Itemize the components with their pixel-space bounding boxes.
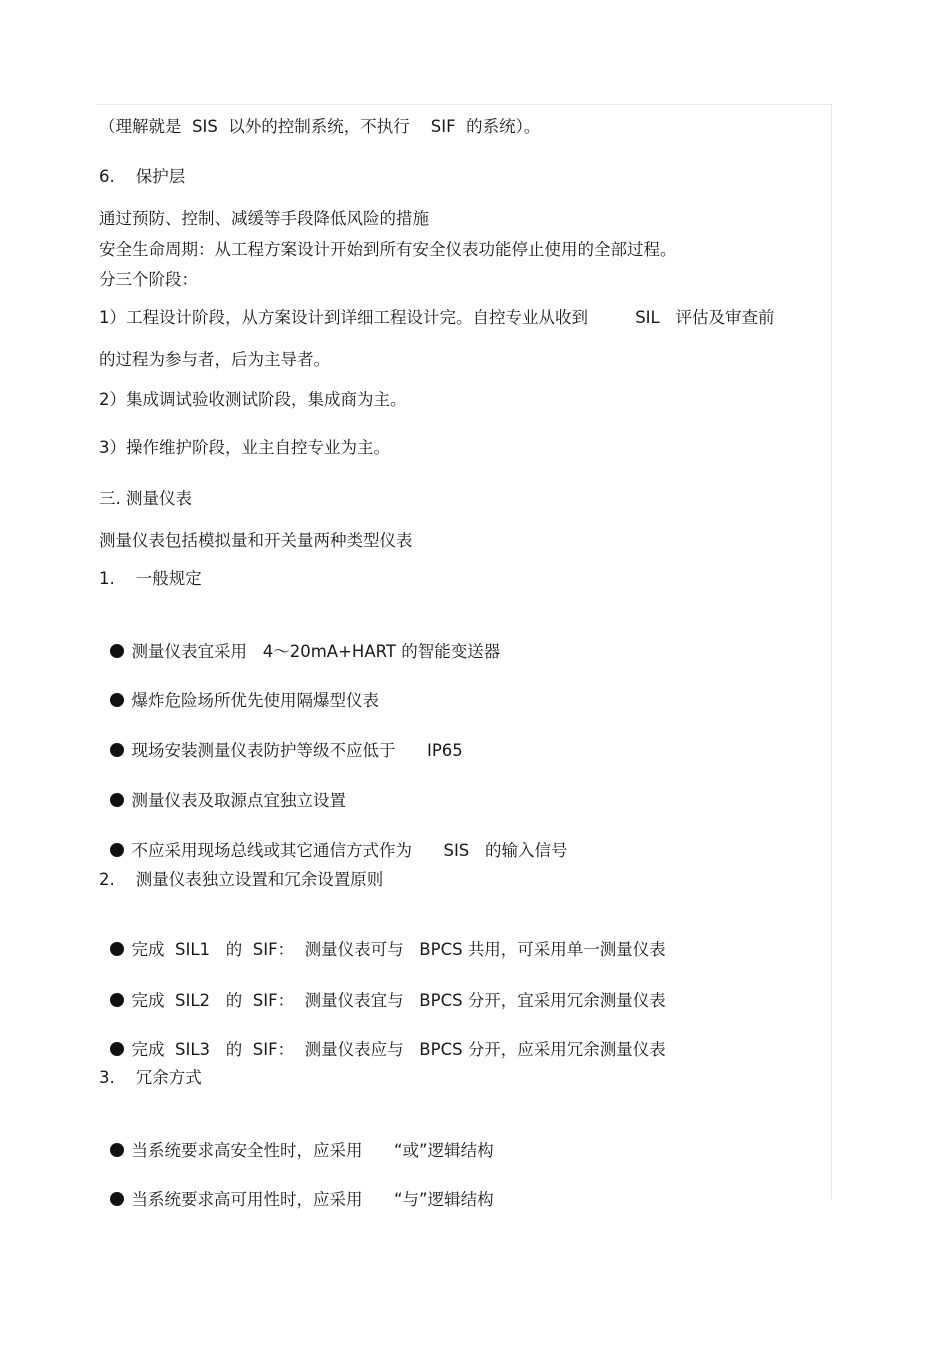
bullet-icon bbox=[110, 843, 124, 857]
list-item-text: 测量仪表及取源点宜独立设置 bbox=[131, 791, 346, 810]
paragraph-instrument-types: 测量仪表包括模拟量和开关量两种类型仪表 bbox=[99, 531, 413, 550]
bullet-icon bbox=[110, 793, 124, 807]
heading-redundancy-mode: 3. 冗余方式 bbox=[99, 1068, 202, 1087]
paragraph-stage-1-line-1: 1）工程设计阶段，从方案设计到详细工程设计完。自控专业从收到 SIL 评估及审查前 bbox=[99, 308, 775, 327]
heading-protection-layer: 6. 保护层 bbox=[99, 167, 186, 186]
bullet-icon bbox=[110, 1042, 124, 1056]
paragraph-stage-2: 2）集成调试验收测试阶段，集成商为主。 bbox=[99, 390, 407, 409]
list-item bbox=[99, 668, 379, 712]
list-item-text: 完成 SIL2 的 SIF： 测量仪表宜与 BPCS 分开，宜采用冗余测量仪表 bbox=[131, 991, 666, 1010]
bullet-icon bbox=[110, 993, 124, 1007]
list-item-text: 完成 SIL3 的 SIF： 测量仪表应与 BPCS 分开，应采用冗余测量仪表 bbox=[131, 1040, 666, 1059]
paragraph-three-stages: 分三个阶段： bbox=[99, 270, 198, 289]
list-item bbox=[99, 917, 666, 961]
paragraph-stage-1-line-2: 的过程为参与者，后为主导者。 bbox=[99, 350, 330, 369]
list-item bbox=[99, 768, 346, 812]
paragraph-bpcs-definition: （理解就是 SIS 以外的控制系统，不执行 SIF 的系统）。 bbox=[99, 117, 541, 136]
list-item bbox=[99, 968, 666, 1012]
list-item-text: 当系统要求高可用性时，应采用 “与”逻辑结构 bbox=[131, 1190, 494, 1209]
list-item-text: 不应采用现场总线或其它通信方式作为 SIS 的输入信号 bbox=[131, 841, 568, 860]
list-item bbox=[99, 1167, 494, 1211]
bullet-icon bbox=[110, 942, 124, 956]
paragraph-protection-layer-definition: 通过预防、控制、减缓等手段降低风险的措施 bbox=[99, 209, 429, 228]
list-item-text: 当系统要求高安全性时，应采用 “或”逻辑结构 bbox=[131, 1141, 494, 1160]
heading-measuring-instruments: 三. 测量仪表 bbox=[99, 489, 192, 508]
bullet-icon bbox=[110, 743, 124, 757]
bullet-icon bbox=[110, 693, 124, 707]
bullet-icon bbox=[110, 1143, 124, 1157]
paragraph-stage-3: 3）操作维护阶段，业主自控专业为主。 bbox=[99, 438, 390, 457]
paragraph-safety-lifecycle: 安全生命周期：从工程方案设计开始到所有安全仪表功能停止使用的全部过程。 bbox=[99, 240, 677, 259]
heading-independence-redundancy: 2. 测量仪表独立设置和冗余设置原则 bbox=[99, 870, 384, 889]
list-item bbox=[99, 619, 500, 663]
bullet-icon bbox=[110, 1192, 124, 1206]
bullet-icon bbox=[110, 644, 124, 658]
list-item bbox=[99, 1118, 494, 1162]
list-item-text: 现场安装测量仪表防护等级不应低于 IP65 bbox=[131, 741, 463, 760]
list-item bbox=[99, 718, 463, 762]
heading-general-rules: 1. 一般规定 bbox=[99, 569, 202, 588]
list-item bbox=[99, 818, 568, 862]
list-item-text: 测量仪表宜采用 4～20mA+HART 的智能变送器 bbox=[131, 642, 501, 661]
list-item-text: 完成 SIL1 的 SIF： 测量仪表可与 BPCS 共用，可采用单一测量仪表 bbox=[131, 940, 666, 959]
list-item-text: 爆炸危险场所优先使用隔爆型仪表 bbox=[131, 691, 379, 710]
list-item bbox=[99, 1017, 666, 1061]
